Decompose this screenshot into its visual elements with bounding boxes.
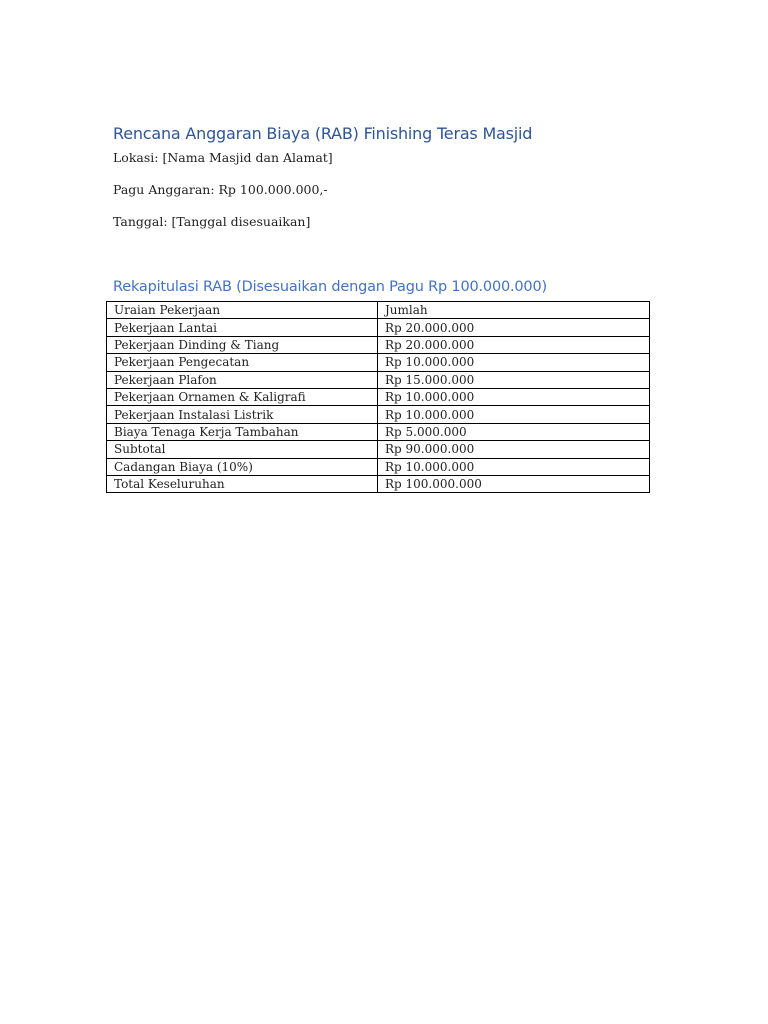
table-row bbox=[107, 423, 650, 440]
document-title: Rencana Anggaran Biaya (RAB) Finishing Teras Masjid bbox=[113, 124, 533, 143]
table-row-reserve bbox=[107, 458, 650, 475]
cell-amount: Rp 90.000.000 bbox=[378, 441, 650, 458]
cell-description: Pekerjaan Ornamen & Kaligrafi bbox=[107, 388, 378, 405]
cell-amount: Rp 10.000.000 bbox=[378, 388, 650, 405]
cell-amount: Rp 20.000.000 bbox=[378, 336, 650, 353]
cell-description: Pekerjaan Plafon bbox=[107, 371, 378, 388]
location-line: Lokasi: [Nama Masjid dan Alamat] bbox=[113, 150, 333, 165]
cell-amount: Rp 10.000.000 bbox=[378, 354, 650, 371]
table-row bbox=[107, 354, 650, 371]
header-cell-amount: Jumlah bbox=[378, 302, 650, 319]
cell-description: Pekerjaan Dinding & Tiang bbox=[107, 336, 378, 353]
cell-amount: Rp 5.000.000 bbox=[378, 423, 650, 440]
table-row bbox=[107, 336, 650, 353]
header-cell-description: Uraian Pekerjaan bbox=[107, 302, 378, 319]
rab-summary-table bbox=[106, 301, 650, 493]
table-row bbox=[107, 388, 650, 405]
table-header-row bbox=[107, 302, 650, 319]
cell-description: Pekerjaan Lantai bbox=[107, 319, 378, 336]
cell-amount: Rp 10.000.000 bbox=[378, 406, 650, 423]
cell-description: Cadangan Biaya (10%) bbox=[107, 458, 378, 475]
cell-description: Biaya Tenaga Kerja Tambahan bbox=[107, 423, 378, 440]
cell-description: Pekerjaan Instalasi Listrik bbox=[107, 406, 378, 423]
table-row bbox=[107, 406, 650, 423]
budget-line: Pagu Anggaran: Rp 100.000.000,- bbox=[113, 182, 328, 197]
summary-heading: Rekapitulasi RAB (Disesuaikan dengan Pagu Rp 100.000.000) bbox=[113, 279, 547, 295]
cell-amount: Rp 100.000.000 bbox=[378, 475, 650, 492]
cell-amount: Rp 15.000.000 bbox=[378, 371, 650, 388]
cell-description: Total Keseluruhan bbox=[107, 475, 378, 492]
cell-amount: Rp 10.000.000 bbox=[378, 458, 650, 475]
table-row bbox=[107, 371, 650, 388]
cell-amount: Rp 20.000.000 bbox=[378, 319, 650, 336]
table-row bbox=[107, 319, 650, 336]
date-line: Tanggal: [Tanggal disesuaikan] bbox=[113, 214, 311, 229]
cell-description: Pekerjaan Pengecatan bbox=[107, 354, 378, 371]
table-row-total bbox=[107, 475, 650, 492]
cell-description: Subtotal bbox=[107, 441, 378, 458]
table-row-subtotal bbox=[107, 441, 650, 458]
